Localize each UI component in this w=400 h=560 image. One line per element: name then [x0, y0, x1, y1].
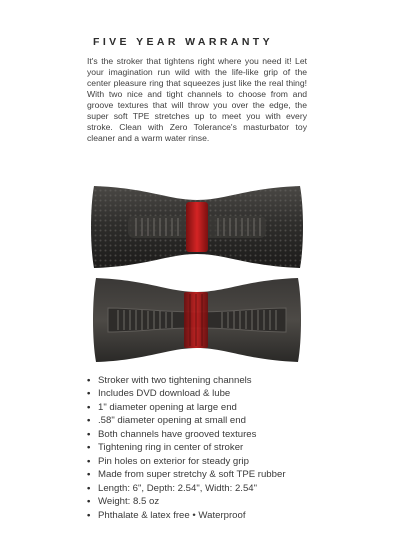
feature-item: • Both channels have grooved textures [87, 429, 317, 441]
product-description: It's the stroker that tightens right where you need it! Let your imagination run wild with the life-like grip of the center pleasure ring that squeezes just like the real thing! With two nice and tight channels to choose from and groove textures that will throw you over the edge, the super soft TPE stretches up to meet you with every stroke. Clean with Zero Tolerance's masturbator toy cleaner and a warm water rinse. [87, 56, 307, 143]
product-exterior-image [88, 178, 306, 276]
warranty-title: FIVE YEAR WARRANTY [93, 36, 274, 48]
feature-item: • Includes DVD download & lube [87, 388, 317, 400]
feature-item: • Weight: 8.5 oz [87, 496, 317, 508]
feature-item: • Stroker with two tightening channels [87, 375, 317, 387]
feature-item: • Tightening ring in center of stroker [87, 442, 317, 454]
feature-item: • .58" diameter opening at small end [87, 415, 317, 427]
product-cross-section-image [88, 272, 306, 368]
tightening-ring-top [186, 202, 208, 252]
feature-list [87, 375, 317, 523]
feature-item: • Length: 6", Depth: 2.54", Width: 2.54" [87, 483, 317, 495]
feature-item: • Made from super stretchy & soft TPE rubber [87, 469, 317, 481]
feature-item: • Phthalate & latex free • Waterproof [87, 510, 317, 522]
feature-item: • Pin holes on exterior for steady grip [87, 456, 317, 468]
feature-item: • 1" diameter opening at large end [87, 402, 317, 414]
